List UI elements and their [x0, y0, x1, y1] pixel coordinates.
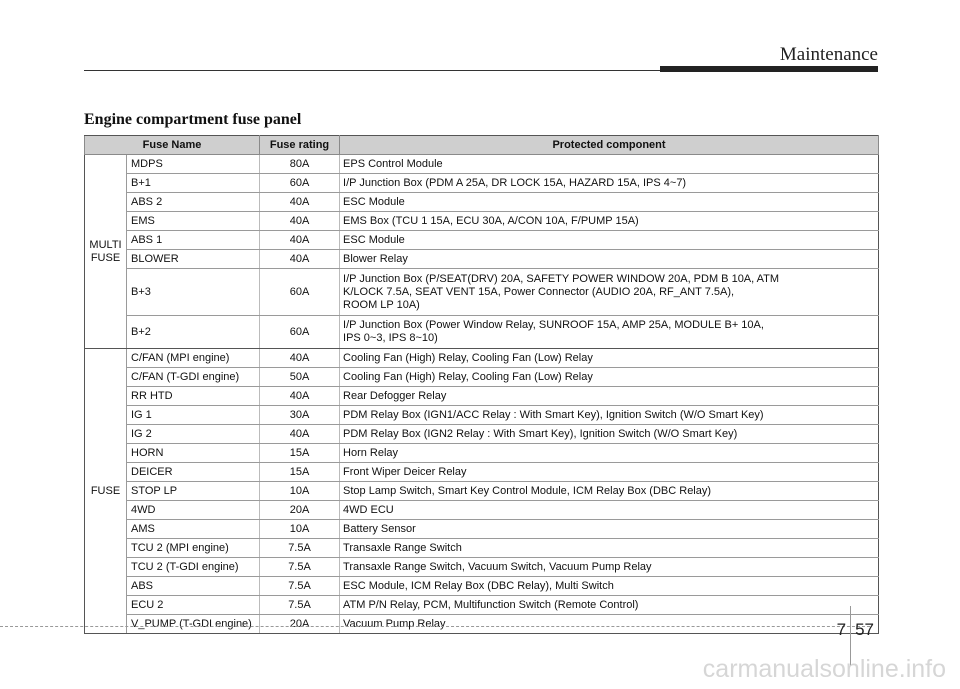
column-header-fuse-rating: Fuse rating: [260, 136, 340, 155]
protected-component-cell: I/P Junction Box (P/SEAT(DRV) 20A, SAFETY POWER WINDOW 20A, PDM B 10A, ATM K/LOCK 7.5A, SEAT VENT 15A, Power Connector (AUDIO 20A, RF_ANT 7.5A), ROOM LP 10A): [340, 269, 879, 316]
fuse-table-body: [85, 155, 879, 634]
fuse-group-label: MULTI FUSE: [85, 155, 127, 349]
fuse-name-cell: IG 2: [127, 425, 260, 444]
fuse-rating-cell: 10A: [260, 520, 340, 539]
fuse-rating-cell: 80A: [260, 155, 340, 174]
table-row: [85, 577, 879, 596]
fuse-name-cell: 4WD: [127, 501, 260, 520]
protected-component-cell: Horn Relay: [340, 444, 879, 463]
table-row: [85, 463, 879, 482]
fuse-name-cell: STOP LP: [127, 482, 260, 501]
table-row: [85, 349, 879, 368]
fuse-name-cell: ABS 1: [127, 231, 260, 250]
protected-component-cell: Transaxle Range Switch: [340, 539, 879, 558]
fuse-name-cell: BLOWER: [127, 250, 260, 269]
table-row: [85, 406, 879, 425]
protected-component-cell: Vacuum Pump Relay: [340, 615, 879, 634]
fuse-rating-cell: 7.5A: [260, 558, 340, 577]
protected-component-cell: Stop Lamp Switch, Smart Key Control Module, ICM Relay Box (DBC Relay): [340, 482, 879, 501]
table-row: [85, 501, 879, 520]
fuse-name-cell: HORN: [127, 444, 260, 463]
fuse-name-cell: MDPS: [127, 155, 260, 174]
protected-component-cell: Battery Sensor: [340, 520, 879, 539]
fuse-rating-cell: 15A: [260, 444, 340, 463]
protected-component-cell: ATM P/N Relay, PCM, Multifunction Switch (Remote Control): [340, 596, 879, 615]
fuse-rating-cell: 40A: [260, 425, 340, 444]
protected-component-cell: Rear Defogger Relay: [340, 387, 879, 406]
table-header-row: [85, 136, 879, 155]
page-header-title: Maintenance: [779, 44, 878, 65]
fuse-rating-cell: 20A: [260, 615, 340, 634]
protected-component-cell: ESC Module: [340, 193, 879, 212]
page-number-value: 57: [855, 620, 874, 639]
protected-component-cell: PDM Relay Box (IGN1/ACC Relay : With Smart Key), Ignition Switch (W/O Smart Key): [340, 406, 879, 425]
fuse-rating-cell: 7.5A: [260, 577, 340, 596]
fuse-rating-cell: 10A: [260, 482, 340, 501]
column-header-fuse-name: Fuse Name: [85, 136, 260, 155]
header-rule-accent: [660, 66, 878, 72]
fuse-name-cell: EMS: [127, 212, 260, 231]
fuse-name-cell: C/FAN (MPI engine): [127, 349, 260, 368]
fuse-rating-cell: 40A: [260, 212, 340, 231]
protected-component-cell: EMS Box (TCU 1 15A, ECU 30A, A/CON 10A, F/PUMP 15A): [340, 212, 879, 231]
protected-component-cell: ESC Module, ICM Relay Box (DBC Relay), Multi Switch: [340, 577, 879, 596]
fuse-rating-cell: 15A: [260, 463, 340, 482]
table-row: [85, 425, 879, 444]
footer-rule: [0, 626, 870, 627]
column-header-protected-component: Protected component: [340, 136, 879, 155]
fuse-rating-cell: 30A: [260, 406, 340, 425]
page-chapter: 7: [836, 620, 847, 639]
fuse-name-cell: B+2: [127, 316, 260, 349]
protected-component-cell: ESC Module: [340, 231, 879, 250]
table-row: [85, 615, 879, 634]
table-row: [85, 444, 879, 463]
table-row: [85, 231, 879, 250]
fuse-rating-cell: 40A: [260, 349, 340, 368]
protected-component-cell: EPS Control Module: [340, 155, 879, 174]
fuse-rating-cell: 7.5A: [260, 596, 340, 615]
table-row: [85, 250, 879, 269]
fuse-name-cell: TCU 2 (T-GDI engine): [127, 558, 260, 577]
fuse-name-cell: AMS: [127, 520, 260, 539]
fuse-rating-cell: 50A: [260, 368, 340, 387]
protected-component-cell: Blower Relay: [340, 250, 879, 269]
table-row: [85, 368, 879, 387]
table-row: [85, 387, 879, 406]
fuse-name-cell: C/FAN (T-GDI engine): [127, 368, 260, 387]
section-title: Engine compartment fuse panel: [84, 111, 302, 128]
table-row: [85, 482, 879, 501]
table-row: [85, 520, 879, 539]
table-row: [85, 269, 879, 316]
protected-component-cell: Front Wiper Deicer Relay: [340, 463, 879, 482]
table-row: [85, 539, 879, 558]
fuse-name-cell: DEICER: [127, 463, 260, 482]
fuse-rating-cell: 40A: [260, 250, 340, 269]
fuse-name-cell: IG 1: [127, 406, 260, 425]
fuse-table: [84, 135, 879, 634]
fuse-rating-cell: 60A: [260, 269, 340, 316]
table-row: [85, 212, 879, 231]
protected-component-cell: PDM Relay Box (IGN2 Relay : With Smart Key), Ignition Switch (W/O Smart Key): [340, 425, 879, 444]
fuse-name-cell: TCU 2 (MPI engine): [127, 539, 260, 558]
fuse-group-label: FUSE: [85, 349, 127, 634]
table-row: [85, 155, 879, 174]
fuse-rating-cell: 60A: [260, 174, 340, 193]
protected-component-cell: Transaxle Range Switch, Vacuum Switch, Vacuum Pump Relay: [340, 558, 879, 577]
table-row: [85, 193, 879, 212]
protected-component-cell: Cooling Fan (High) Relay, Cooling Fan (Low) Relay: [340, 368, 879, 387]
table-row: [85, 174, 879, 193]
watermark: carmanualsonline.info: [702, 655, 946, 683]
protected-component-cell: 4WD ECU: [340, 501, 879, 520]
fuse-rating-cell: 40A: [260, 193, 340, 212]
table-row: [85, 558, 879, 577]
fuse-rating-cell: 40A: [260, 387, 340, 406]
fuse-name-cell: ABS: [127, 577, 260, 596]
fuse-name-cell: ABS 2: [127, 193, 260, 212]
fuse-rating-cell: 7.5A: [260, 539, 340, 558]
protected-component-cell: I/P Junction Box (Power Window Relay, SUNROOF 15A, AMP 25A, MODULE B+ 10A, IPS 0~3, IPS 8~10): [340, 316, 879, 349]
header-rule: [84, 70, 662, 71]
fuse-name-cell: B+3: [127, 269, 260, 316]
fuse-name-cell: ECU 2: [127, 596, 260, 615]
fuse-name-cell: RR HTD: [127, 387, 260, 406]
table-row: [85, 596, 879, 615]
protected-component-cell: I/P Junction Box (PDM A 25A, DR LOCK 15A, HAZARD 15A, IPS 4~7): [340, 174, 879, 193]
fuse-rating-cell: 20A: [260, 501, 340, 520]
protected-component-cell: Cooling Fan (High) Relay, Cooling Fan (Low) Relay: [340, 349, 879, 368]
table-row: [85, 316, 879, 349]
fuse-name-cell: V_PUMP (T-GDI engine): [127, 615, 260, 634]
fuse-name-cell: B+1: [127, 174, 260, 193]
fuse-rating-cell: 40A: [260, 231, 340, 250]
fuse-rating-cell: 60A: [260, 316, 340, 349]
